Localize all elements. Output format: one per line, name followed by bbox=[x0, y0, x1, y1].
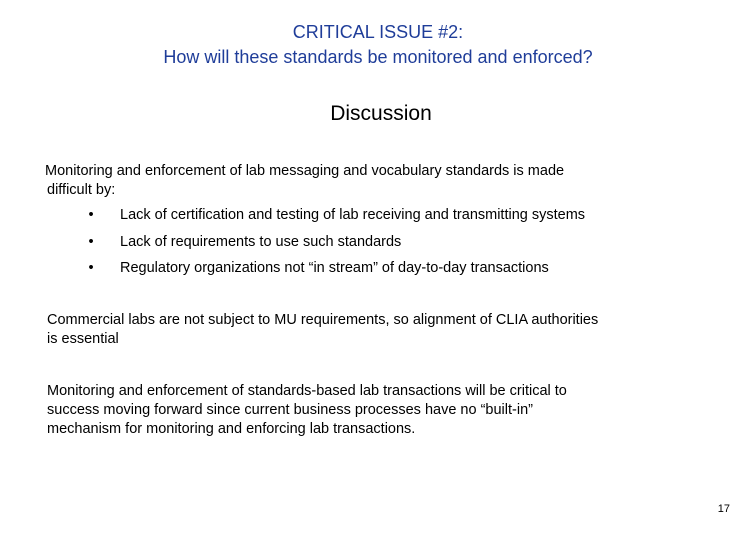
bullet-icon: • bbox=[88, 233, 94, 250]
monitoring-paragraph bbox=[47, 382, 727, 439]
slide-title bbox=[0, 20, 756, 70]
monitoring-line-1: Monitoring and enforcement of standards-based lab transactions will be critical to bbox=[47, 383, 567, 399]
intro-paragraph bbox=[47, 162, 687, 200]
commercial-labs-line-2: is essential bbox=[47, 331, 119, 347]
monitoring-line-3: mechanism for monitoring and enforcing lab transactions. bbox=[47, 421, 416, 437]
slide-title-line-2: How will these standards be monitored and enforced? bbox=[163, 47, 593, 67]
bullet-text: Lack of certification and testing of lab receiving and transmitting systems bbox=[120, 207, 586, 223]
intro-line-2: difficult by: bbox=[47, 182, 116, 198]
monitoring-line-2: success moving forward since current business processes have no “built-in” bbox=[47, 402, 533, 418]
section-heading: Discussion bbox=[330, 102, 432, 125]
intro-line-1: Monitoring and enforcement of lab messaging and vocabulary standards is made bbox=[45, 163, 565, 179]
page-number: 17 bbox=[717, 503, 730, 515]
commercial-labs-line-1: Commercial labs are not subject to MU requirements, so alignment of CLIA authorities bbox=[47, 312, 599, 328]
bullet-icon: • bbox=[88, 260, 94, 276]
bullet-text: Lack of requirements to use such standards bbox=[120, 233, 402, 250]
commercial-labs-paragraph bbox=[47, 311, 727, 349]
bullet-icon: • bbox=[88, 207, 94, 223]
bullet-text: Regulatory organizations not “in stream” of day-to-day transactions bbox=[120, 260, 549, 276]
slide-title-line-1: CRITICAL ISSUE #2: bbox=[292, 22, 464, 42]
